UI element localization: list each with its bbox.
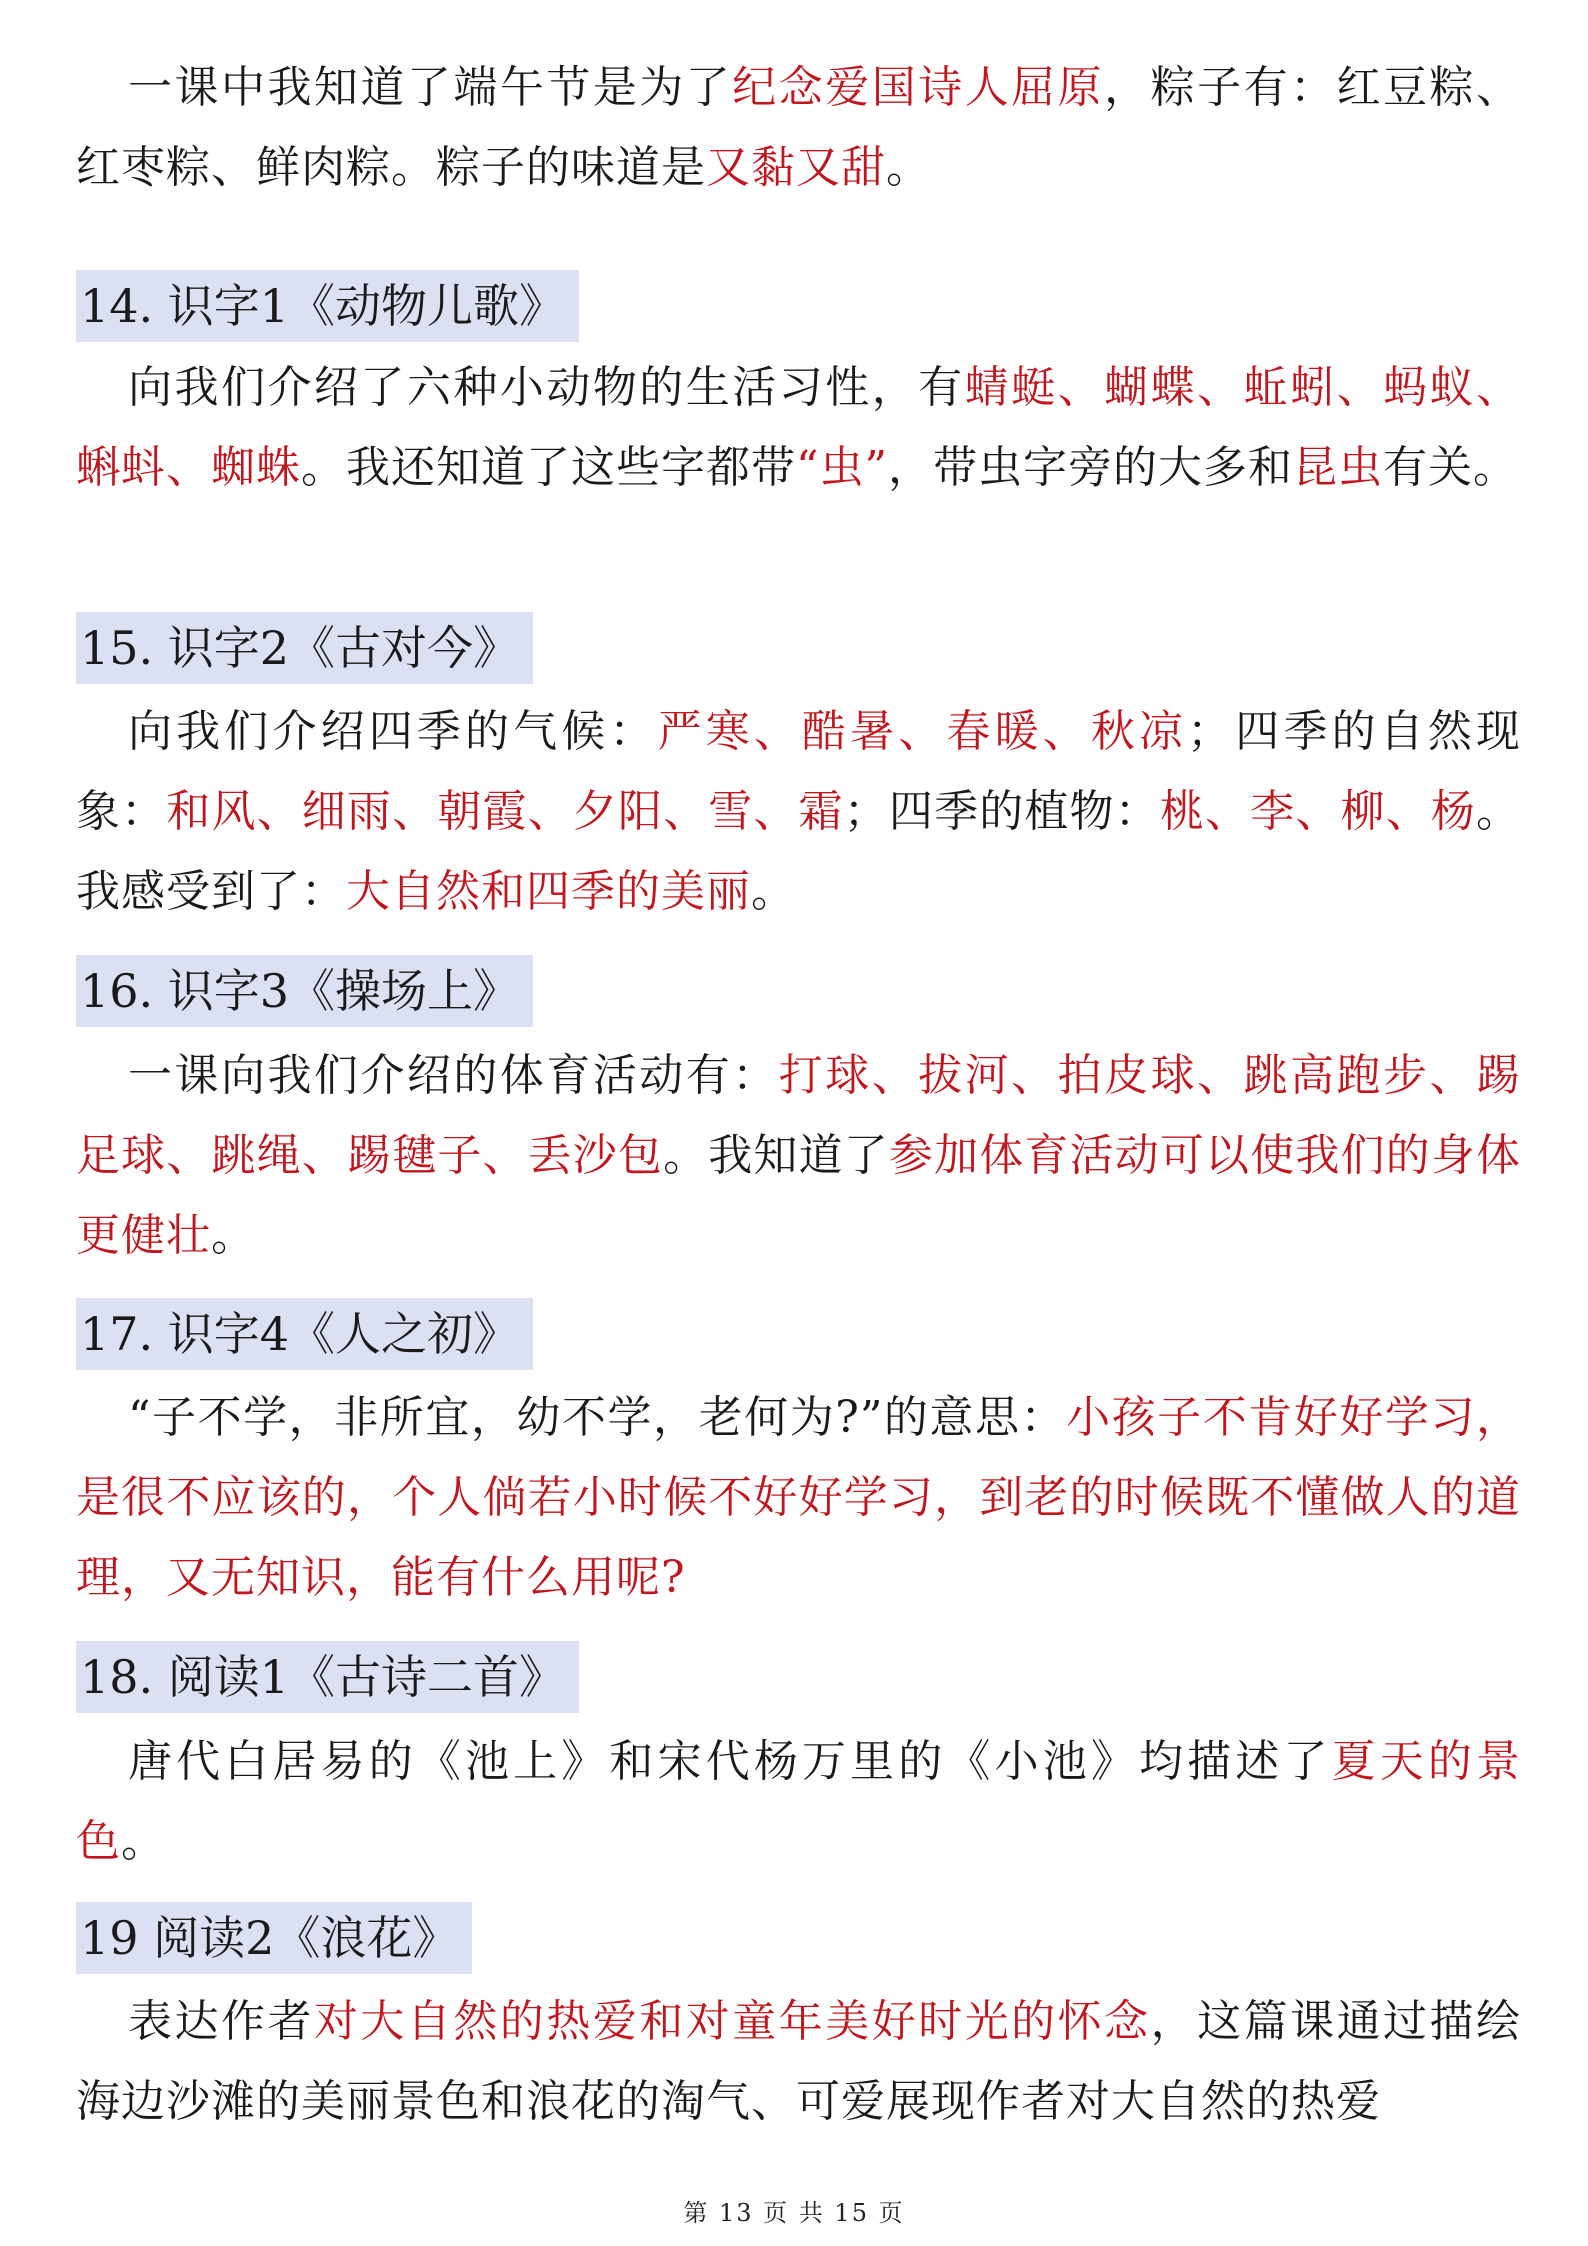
body-text: 有关。 — [1383, 442, 1518, 493]
body-text: 。我还知道了这些字都带 — [301, 442, 796, 493]
paragraph-13 — [76, 48, 1521, 208]
body-text: 唐代白居易的《池上》和宋代杨万里的《小池》均描述了 — [128, 1736, 1332, 1787]
highlight-text: 大自然和四季的美丽 — [346, 866, 751, 917]
body-text: ，带虫字旁的大多和 — [888, 442, 1293, 493]
body-text: “子不学，非所宜，幼不学，老何为?”的意思： — [128, 1392, 1067, 1443]
highlight-text: 和风、细雨、朝霞、夕阳、雪、霜 — [166, 786, 844, 837]
body-text: ，粽子有：红豆粽、红枣粽、鲜肉粽。粽子的味道是 — [76, 62, 1522, 193]
highlight-text: 昆虫 — [1293, 442, 1383, 493]
body-text: 向我们介绍四季的气候： — [128, 706, 658, 757]
body-text: ；四季的自然现象： — [76, 706, 1522, 837]
highlight-text: 又黏又甜 — [706, 142, 886, 193]
body-text: 。 — [211, 1210, 256, 1261]
heading-14: 14. 识字1《动物儿歌》 — [76, 270, 579, 342]
highlight-text: “虫” — [796, 442, 888, 493]
highlight-text: 严寒、酷暑、春暖、秋凉 — [657, 706, 1188, 757]
highlight-text: 夏天的景色 — [76, 1736, 1522, 1867]
highlight-text: 参加体育活动可以使我们的身体更健壮 — [76, 1130, 1522, 1261]
highlight-text: 打球、拔河、拍皮球、跳高跑步、踢足球、跳绳、踢毽子、丢沙包 — [76, 1050, 1522, 1181]
body-text: 。我感受到了： — [76, 786, 1522, 917]
highlight-text: 小孩子不肯好好学习，是很不应该的，个人倘若小时候不好好学习，到老的时候既不懂做人的道理，又无知识，能有什么用呢? — [76, 1392, 1522, 1603]
body-text: 。 — [886, 142, 931, 193]
heading-19: 19 阅读2《浪花》 — [76, 1902, 472, 1974]
highlight-text: 对大自然的热爱和对童年美好时光的怀念 — [313, 1996, 1151, 2047]
highlight-text: 蜻蜓、蝴蝶、蚯蚓、蚂蚁、蝌蚪、蜘蛛 — [76, 362, 1522, 493]
paragraph-14 — [76, 348, 1521, 508]
page-footer: 第 13 页 共 15 页 — [683, 2199, 905, 2227]
body-text: 一课向我们介绍的体育活动有： — [128, 1050, 779, 1101]
paragraph-16 — [76, 1036, 1521, 1276]
body-text: ；四季的植物： — [843, 786, 1160, 837]
paragraph-17 — [76, 1378, 1521, 1618]
body-text: 表达作者 — [128, 1996, 314, 2047]
body-text: 。 — [751, 866, 796, 917]
paragraph-18 — [76, 1722, 1521, 1882]
highlight-text: 纪念爱国诗人屈原 — [732, 62, 1105, 113]
body-text: 向我们介绍了六种小动物的生活习性，有 — [128, 362, 965, 413]
body-text: ，这篇课通过描绘海边沙滩的美丽景色和浪花的淘气、可爱展现作者对大自然的热爱 — [76, 1996, 1522, 2127]
heading-18: 18. 阅读1《古诗二首》 — [76, 1641, 579, 1713]
paragraph-15 — [76, 692, 1521, 932]
body-text: 。我知道了 — [663, 1130, 889, 1181]
heading-16: 16. 识字3《操场上》 — [76, 955, 533, 1027]
body-text: 。 — [121, 1816, 166, 1867]
heading-15: 15. 识字2《古对今》 — [76, 612, 533, 684]
heading-17: 17. 识字4《人之初》 — [76, 1298, 533, 1370]
paragraph-19 — [76, 1982, 1521, 2142]
body-text: 一课中我知道了端午节是为了 — [128, 62, 733, 113]
highlight-text: 桃、李、柳、杨 — [1159, 786, 1477, 837]
